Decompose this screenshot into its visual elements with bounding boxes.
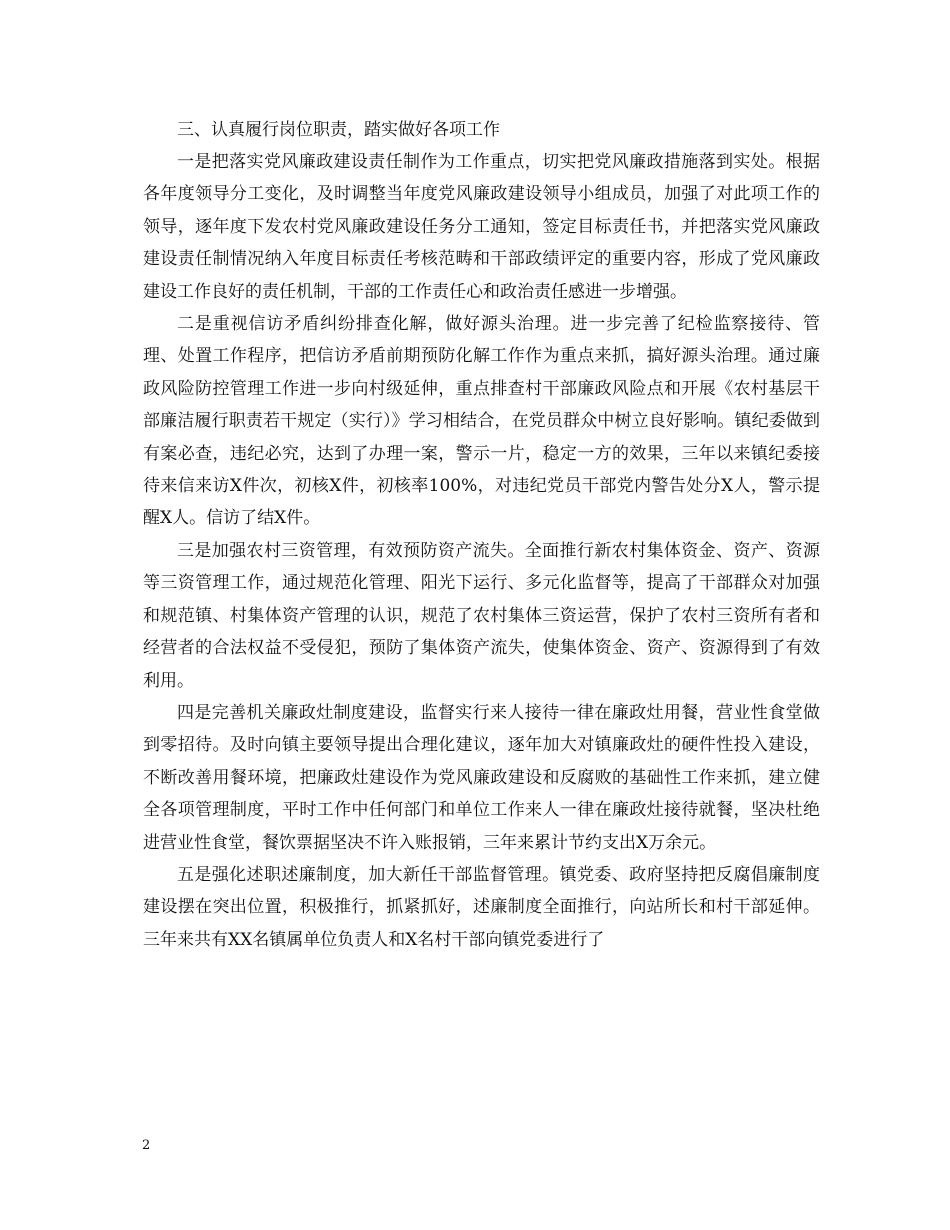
section-heading: 三、认真履行岗位职责，踏实做好各项工作 xyxy=(177,120,500,140)
paragraph-5: 五是强化述职述廉制度，加大新任干部监督管理。镇党委、政府坚持把反腐倡廉制度建设摆在突出位置，积极推行，抓紧抓好，述廉制度全面推行，向站所长和村干部延伸。三年来共有XX名镇属单位负责人和X名村干部向镇党委进行了 xyxy=(143,864,820,950)
document-body xyxy=(143,114,820,956)
paragraph-3: 三是加强农村三资管理，有效预防资产流失。全面推行新农村集体资金、资产、资源等三资管理工作，通过规范化管理、阳光下运行、多元化监督等，提高了干部群众对加强和规范镇、村集体资产管理的认识，规范了农村集体三资运营，保护了农村三资所有者和经营者的合法权益不受侵犯，预防了集体资产流失，使集体资金、资产、资源得到了有效利用。 xyxy=(143,540,820,691)
paragraph-4: 四是完善机关廉政灶制度建设，监督实行来人接待一律在廉政灶用餐，营业性食堂做到零招待。及时向镇主要领导提出合理化建议，逐年加大对镇廉政灶的硬件性投入建设，不断改善用餐环境，把廉政灶建设作为党风廉政建设和反腐败的基础性工作来抓，建立健全各项管理制度，平时工作中任何部门和单位工作来人一律在廉政灶接待就餐，坚决杜绝进营业性食堂，餐饮票据坚决不许入账报销，三年来累计节约支出X万余元。 xyxy=(143,702,820,853)
paragraph-1: 一是把落实党风廉政建设责任制作为工作重点，切实把党风廉政措施落到实处。根据各年度领导分工变化，及时调整当年度党风廉政建设领导小组成员，加强了对此项工作的领导，逐年度下发农村党风廉政建设任务分工通知，签定目标责任书，并把落实党风廉政建设责任制情况纳入年度目标责任考核范畴和干部政绩评定的重要内容，形成了党风廉政建设工作良好的责任机制，干部的工作责任心和政治责任感进一步增强。 xyxy=(143,152,820,302)
page-number: 2 xyxy=(142,1138,151,1153)
paragraph-2: 二是重视信访矛盾纠纷排查化解，做好源头治理。进一步完善了纪检监察接待、管理、处置工作程序，把信访矛盾前期预防化解工作作为重点来抓，搞好源头治理。通过廉政风险防控管理工作进一步向村级延伸，重点排查村干部廉政风险点和开展《农村基层干部廉洁履行职责若干规定（实行）》学习相结合，在党员群众中树立良好影响。镇纪委做到有案必查，违纪必究，达到了办理一案，警示一片，稳定一方的效果，三年以来镇纪委接待来信来访X件次，初核X件，初核率100%，对违纪党员干部党内警告处分X人，警示提醒X人。信访了结X件。 xyxy=(143,314,820,529)
